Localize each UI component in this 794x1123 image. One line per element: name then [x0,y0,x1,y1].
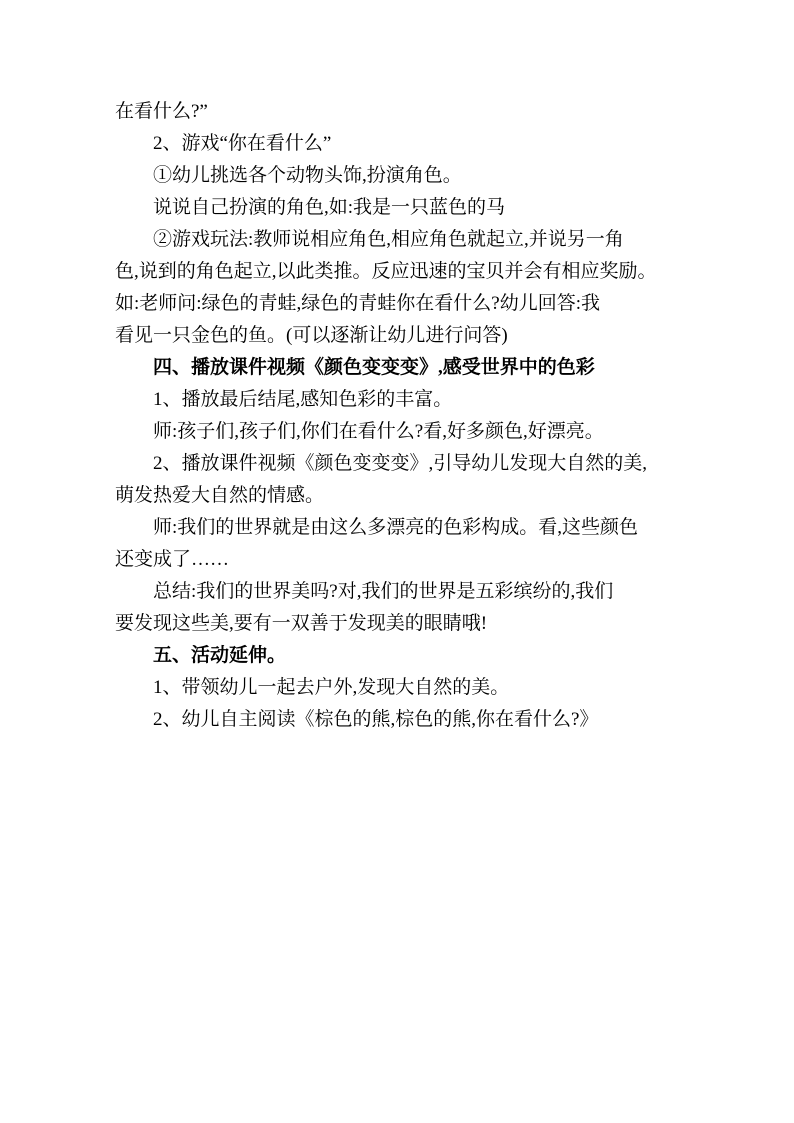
text-line: 说说自己扮演的角色,如:我是一只蓝色的马 [153,197,506,218]
text-line: 还变成了…… [115,549,230,570]
text-line: 2、播放课件视频《颜色变变变》,引导幼儿发现大自然的美, [153,453,648,474]
text-line: 萌发热爱大自然的情感。 [115,485,325,506]
text-line: 要发现这些美,要有一双善于发现美的眼睛哦! [115,613,488,634]
text-line: 1、播放最后结尾,感知色彩的丰富。 [153,389,453,410]
section-heading: 五、活动延伸。 [153,645,287,666]
text-line: 2、幼儿自主阅读《棕色的熊,棕色的熊,你在看什么?》 [153,709,599,730]
text-line: 师:孩子们,孩子们,你们在看什么?看,好多颜色,好漂亮。 [153,421,604,442]
section-heading: 四、播放课件视频《颜色变变变》,感受世界中的色彩 [153,357,595,378]
text-line: 色,说到的角色起立,以此类推。反应迅速的宝贝并会有相应奖励。 [115,261,657,282]
text-line: 2、游戏“你在看什么” [153,133,332,154]
text-line: 看见一只金色的鱼。(可以逐渐让幼儿进行问答) [115,325,508,346]
document-text-block [115,96,687,736]
text-line: 在看什么?” [115,101,208,122]
text-line: 总结:我们的世界美吗?对,我们的世界是五彩缤纷的,我们 [153,581,614,602]
text-line: 如:老师问:绿色的青蛙,绿色的青蛙你在看什么?幼儿回答:我 [115,293,601,314]
text-line: 1、带领幼儿一起去户外,发现大自然的美。 [153,677,510,698]
text-line: 师:我们的世界就是由这么多漂亮的色彩构成。看,这些颜色 [153,517,639,538]
text-line: ②游戏玩法:教师说相应角色,相应角色就起立,并说另一角 [153,229,624,250]
text-line: ①幼儿挑选各个动物头饰,扮演角色。 [153,165,462,186]
